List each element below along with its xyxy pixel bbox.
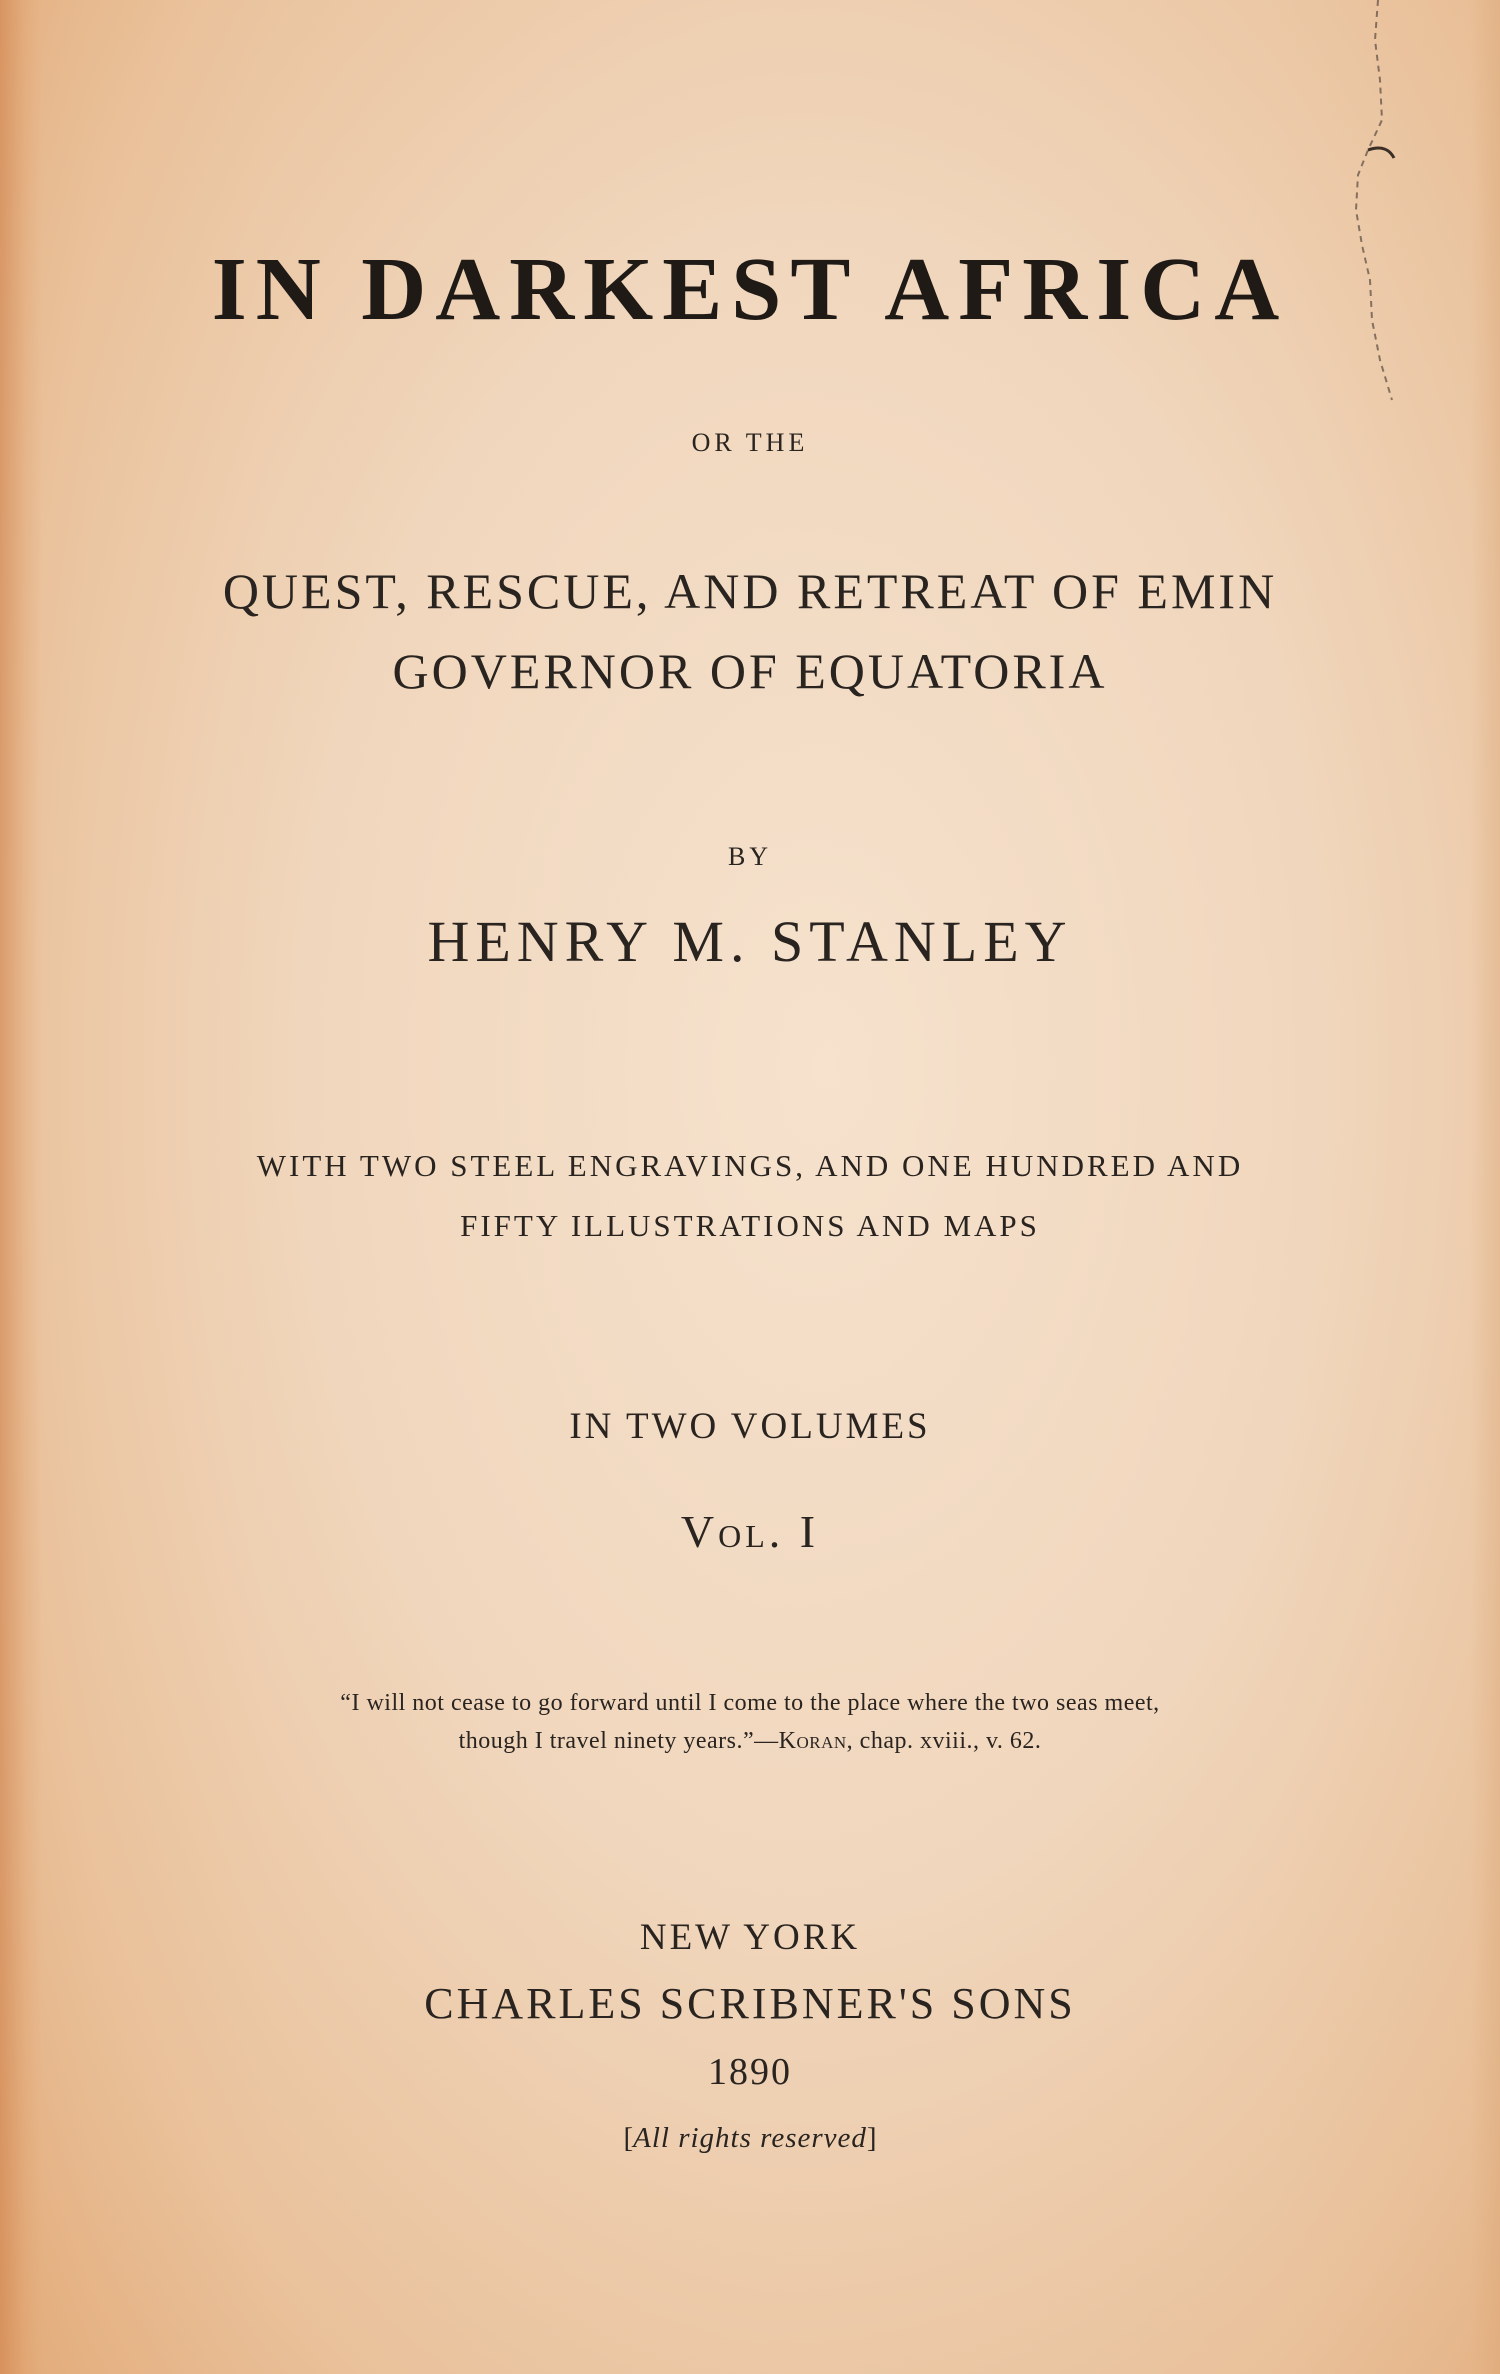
epigraph-source: Koran bbox=[778, 1728, 847, 1754]
subtitle-line-2: GOVERNOR OF EQUATORIA bbox=[392, 643, 1108, 699]
rights-bracket-open: [ bbox=[623, 2122, 634, 2154]
epigraph-reference: , chap. xviii., v. 62. bbox=[846, 1728, 1042, 1754]
epigraph-line-2 bbox=[0, 1728, 1500, 1755]
imprint-year: 1890 bbox=[708, 2051, 792, 2093]
book-title: IN DARKEST AFRICA bbox=[211, 240, 1289, 339]
illustrations-line-1: WITH TWO STEEL ENGRAVINGS, AND ONE HUNDRED AND bbox=[256, 1148, 1244, 1183]
imprint-publisher: CHARLES SCRIBNER'S SONS bbox=[424, 1979, 1076, 2028]
paper-tear-mark bbox=[1320, 0, 1400, 420]
or-the-connector: OR THE bbox=[691, 428, 809, 457]
illustrations-line-2: FIFTY ILLUSTRATIONS AND MAPS bbox=[460, 1208, 1040, 1243]
author-name: HENRY M. STANLEY bbox=[427, 909, 1073, 974]
rights-bracket-close: ] bbox=[866, 2122, 877, 2154]
volume-number: Vol. I bbox=[680, 1506, 820, 1557]
subtitle-line-1: QUEST, RESCUE, AND RETREAT OF EMIN bbox=[222, 563, 1278, 619]
rights-text: All rights reserved bbox=[633, 2122, 867, 2154]
by-label: BY bbox=[727, 842, 773, 871]
rights-notice bbox=[0, 2122, 1500, 2155]
epigraph-text: though I travel ninety years.”— bbox=[458, 1728, 779, 1754]
epigraph-line-1: “I will not cease to go forward until I come to the place where the two seas meet, bbox=[340, 1690, 1160, 1716]
imprint-city: NEW YORK bbox=[639, 1917, 861, 1958]
volumes-statement: IN TWO VOLUMES bbox=[569, 1406, 931, 1447]
